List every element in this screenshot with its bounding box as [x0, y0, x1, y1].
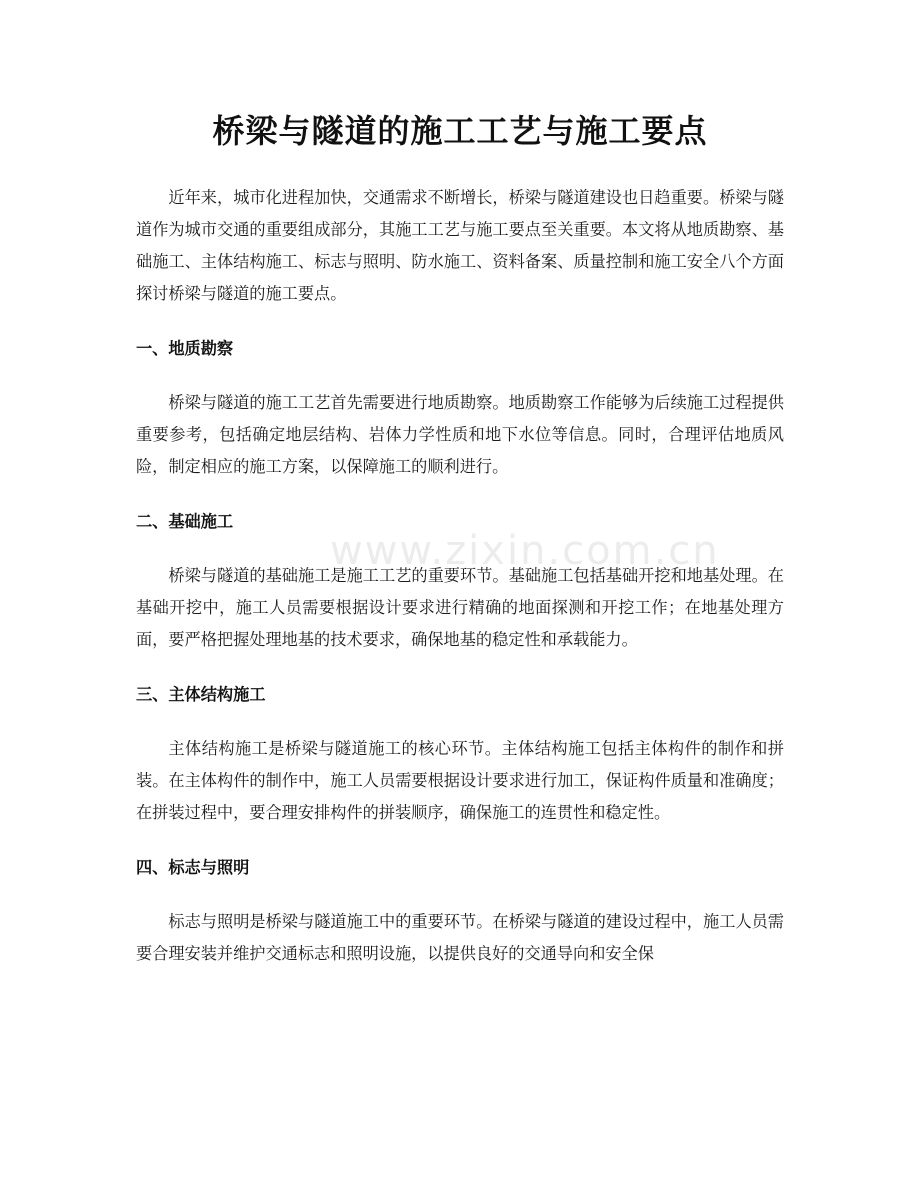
- intro-paragraph: 近年来，城市化进程加快，交通需求不断增长，桥梁与隧道建设也日趋重要。桥梁与隧道作为城市交通的重要组成部分，其施工工艺与施工要点至关重要。本文将从地质勘察、基础施工、主体结构施工、标志与照明、防水施工、资料备案、质量控制和施工安全八个方面探讨桥梁与隧道的施工要点。: [136, 188, 784, 303]
- section-heading-foundation: 二、基础施工: [136, 512, 234, 531]
- section-body-geology: 桥梁与隧道的施工工艺首先需要进行地质勘察。地质勘察工作能够为后续施工过程提供重要参考，包括确定地层结构、岩体力学性质和地下水位等信息。同时，合理评估地质风险，制定相应的施工方案，以保障施工的顺利进行。: [136, 393, 784, 476]
- section-body-foundation: 桥梁与隧道的基础施工是施工工艺的重要环节。基础施工包括基础开挖和地基处理。在基础开挖中，施工人员需要根据设计要求进行精确的地面探测和开挖工作；在地基处理方面，要严格把握处理地基的技术要求，确保地基的稳定性和承载能力。: [136, 566, 784, 649]
- document-body: [136, 182, 784, 970]
- document-title: 桥梁与隧道的施工工艺与施工要点: [212, 112, 708, 150]
- watermark: www.zixin.com.cn: [330, 528, 720, 574]
- section-body-main-structure: 主体结构施工是桥梁与隧道施工的核心环节。主体结构施工包括主体构件的制作和拼装。在主体构件的制作中，施工人员需要根据设计要求进行加工，保证构件质量和准确度；在拼装过程中，要合理安排构件的拼装顺序，确保施工的连贯性和稳定性。: [136, 739, 784, 822]
- section-heading-main-structure: 三、主体结构施工: [136, 685, 266, 704]
- section-body-signs-lighting: 标志与照明是桥梁与隧道施工中的重要环节。在桥梁与隧道的建设过程中，施工人员需要合理安装并维护交通标志和照明设施，以提供良好的交通导向和安全保: [136, 912, 784, 963]
- section-heading-geology: 一、地质勘察: [136, 339, 234, 358]
- section-heading-signs-lighting: 四、标志与照明: [136, 858, 250, 877]
